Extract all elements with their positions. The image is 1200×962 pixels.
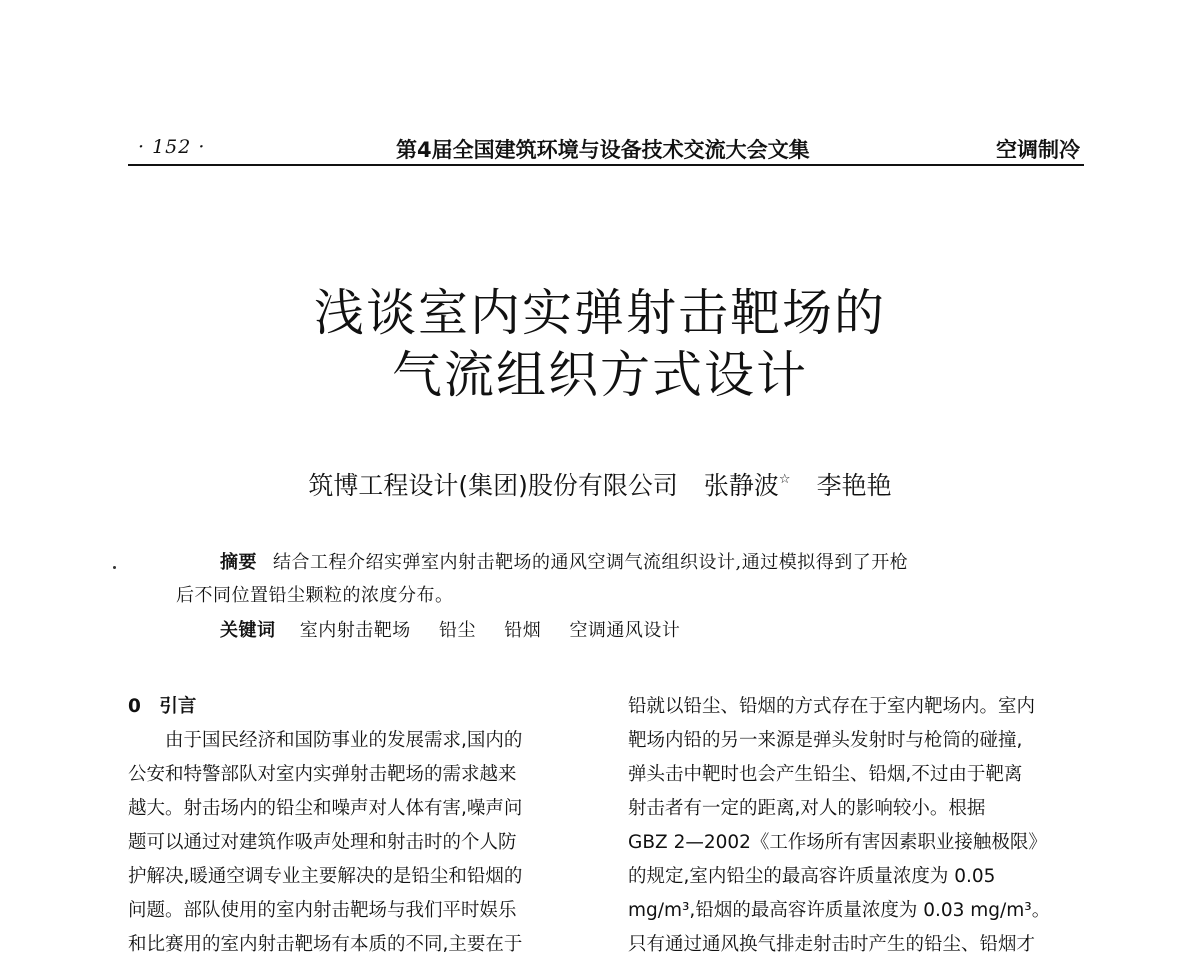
keywords [220, 616, 702, 642]
body-line: 靶场内铅的另一来源是弹头发射时与枪筒的碰撞, [628, 730, 1023, 751]
keyword: 铅烟 [504, 620, 542, 641]
abstract-text-line-2: 后不同位置铅尘颗粒的浓度分布。 [176, 585, 454, 606]
journal-title: 第4届全国建筑环境与设备技术交流大会文集 [396, 138, 810, 162]
body-line: 和比赛用的室内射击靶场有本质的不同,主要在于 [128, 934, 523, 955]
body-line: 越大。射击场内的铅尘和噪声对人体有害,噪声问 [128, 798, 523, 819]
body-line: 只有通过通风换气排走射击时产生的铅尘、铅烟才 [628, 934, 1036, 955]
body-line: 的规定,室内铅尘的最高容许质量浓度为 0.05 [628, 866, 996, 887]
body-line: mg/m³,铅烟的最高容许质量浓度为 0.03 mg/m³。 [628, 900, 1051, 921]
author-2: 李艳艳 [816, 471, 892, 500]
keyword: 室内射击靶场 [299, 620, 411, 641]
abstract [176, 546, 1056, 612]
body-line: 射击者有一定的距离,对人的影响较小。根据 [628, 798, 986, 819]
body-line: 题可以通过对建筑作吸声处理和射击时的个人防 [128, 832, 517, 853]
body-line: 铅就以铅尘、铅烟的方式存在于室内靶场内。室内 [628, 696, 1036, 717]
keyword: 空调通风设计 [569, 620, 681, 641]
title-line-1: 浅谈室内实弹射击靶场的 [314, 284, 886, 342]
keywords-label: 关键词 [220, 620, 276, 641]
affiliation: 筑博工程设计(集团)股份有限公司 [308, 471, 678, 500]
abstract-text-line-1: 结合工程介绍实弹室内射击靶场的通风空调气流组织设计,通过模拟得到了开枪 [273, 552, 909, 573]
abstract-label: 摘要 [220, 552, 257, 573]
section-heading: 0 引言 [128, 696, 197, 717]
paper-title [0, 282, 1200, 406]
body-column-left [128, 690, 584, 962]
page-number: · 152 · [138, 136, 206, 158]
running-header [128, 134, 1084, 166]
body-line: GBZ 2—2002《工作场所有害因素职业接触极限》 [628, 832, 1047, 853]
scan-artifact-dot [113, 566, 116, 569]
body-column-right [628, 690, 1084, 962]
section-label: 空调制冷 [996, 138, 1080, 162]
body-line: 公安和特警部队对室内实弹射击靶场的需求越来 [128, 764, 517, 785]
author-1: 张静波 [703, 471, 779, 500]
title-line-2: 气流组织方式设计 [392, 346, 808, 404]
body-line: 弹头击中靶时也会产生铅尘、铅烟,不过由于靶离 [628, 764, 1023, 785]
body-line: 问题。部队使用的室内射击靶场与我们平时娱乐 [128, 900, 517, 921]
corresponding-author-mark: ☆ [778, 471, 791, 487]
keyword: 铅尘 [438, 620, 476, 641]
body-line: 由于国民经济和国防事业的发展需求,国内的 [165, 730, 523, 751]
author-line [0, 466, 1200, 502]
body-line: 护解决,暖通空调专业主要解决的是铅尘和铅烟的 [128, 866, 523, 887]
